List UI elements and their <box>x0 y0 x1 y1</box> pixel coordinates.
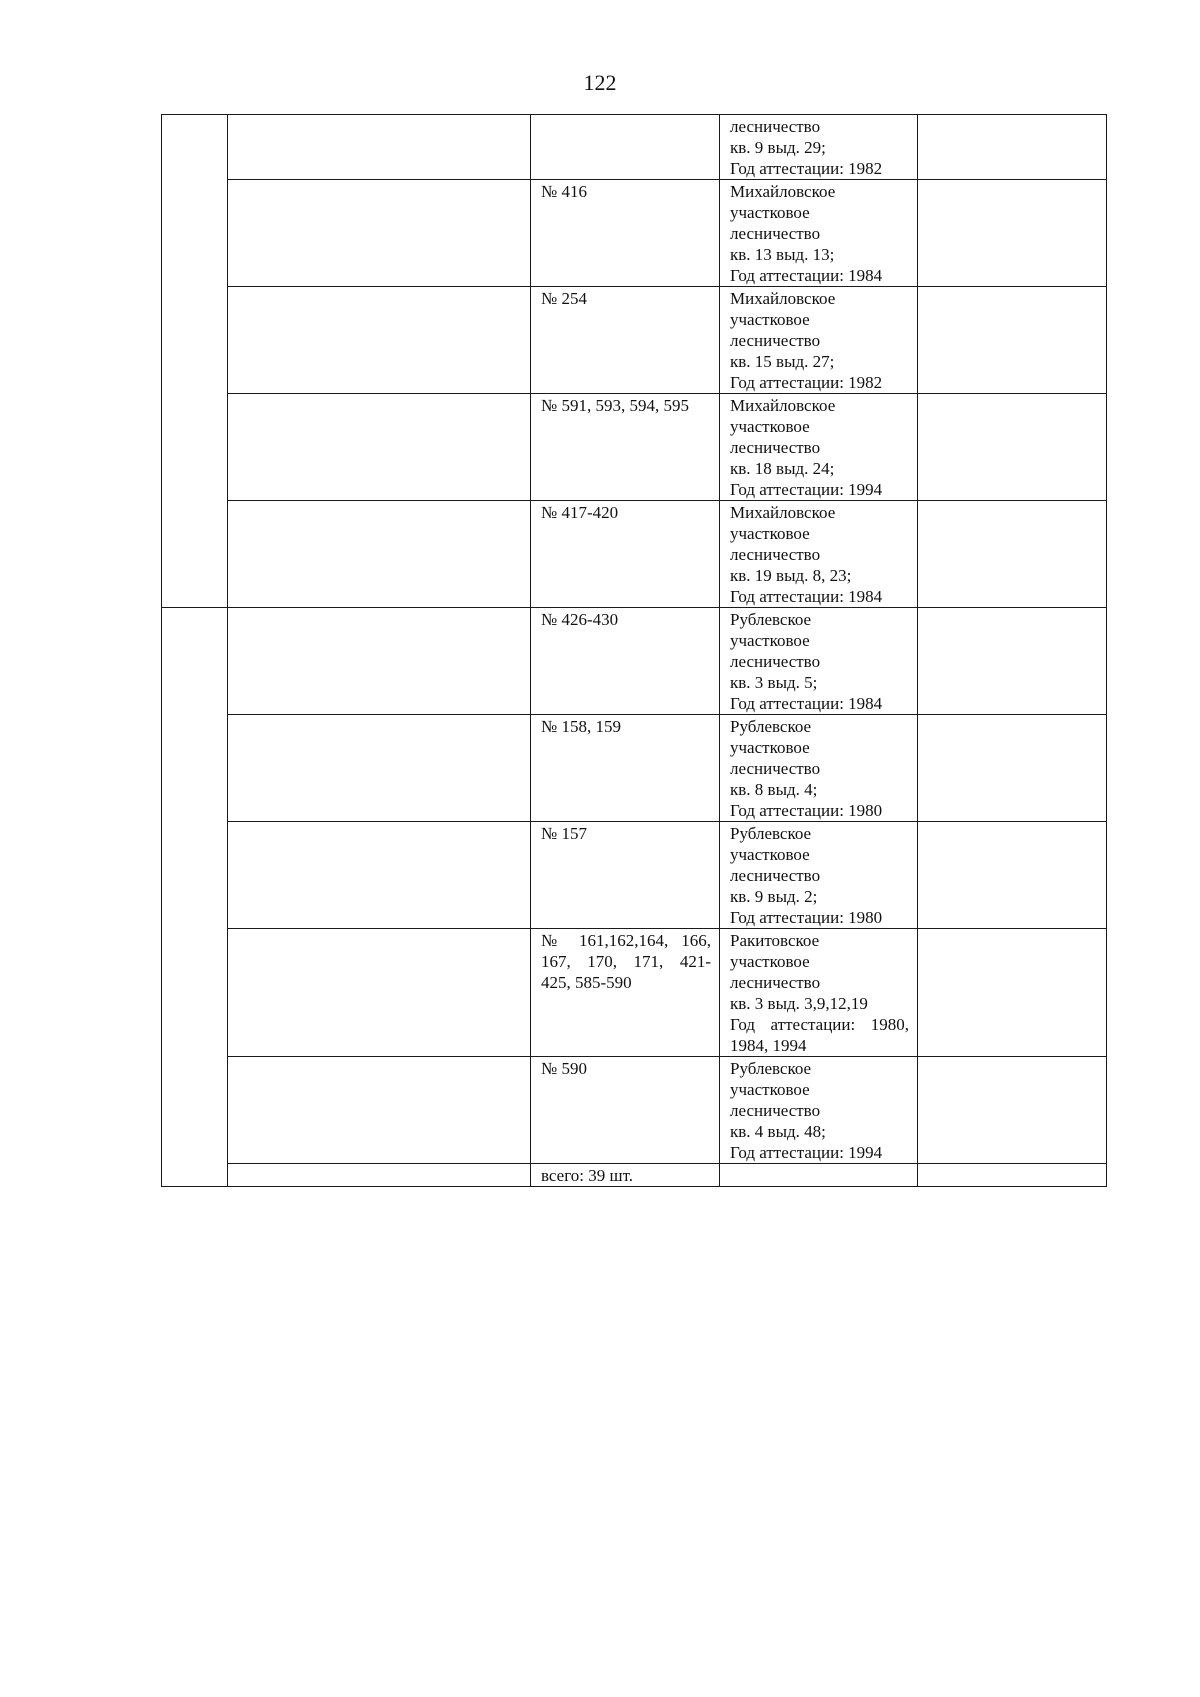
location-line: Год аттестации: 1982 <box>730 373 883 392</box>
name-cell <box>228 608 531 715</box>
name-cell <box>228 287 531 394</box>
monument-number-cell <box>531 929 720 1057</box>
location-line: Михайловское <box>730 289 836 308</box>
note-cell <box>918 715 1107 822</box>
note-cell <box>918 394 1107 501</box>
location-line: Рублевское <box>730 717 812 736</box>
table-row <box>162 501 1107 608</box>
location-line: Год аттестации: 1984 <box>730 587 883 606</box>
location-line: Год аттестации: 1980 <box>730 801 883 820</box>
name-cell <box>228 929 531 1057</box>
location-line: Рублевское <box>730 610 812 629</box>
location-line: Ракитовское <box>730 931 820 950</box>
location-line: Рублевское <box>730 824 812 843</box>
note-cell <box>918 608 1107 715</box>
location-line: лесничество <box>730 224 821 243</box>
monument-number-cell <box>531 1057 720 1164</box>
location-cell <box>720 287 918 394</box>
location-line: лесничество <box>730 117 821 136</box>
location-line: лесничество <box>730 759 821 778</box>
note-cell <box>918 1057 1107 1164</box>
location-line: кв. 9 выд. 29; <box>730 138 826 157</box>
location-line: Год аттестации: 1980, <box>730 1015 909 1034</box>
monument-number: № 426-430 <box>541 610 619 629</box>
monument-number-line: № 161,162,164, 166, <box>541 931 711 950</box>
group-index-cell <box>162 608 228 1187</box>
note-cell <box>918 287 1107 394</box>
note-cell <box>918 822 1107 929</box>
table-row <box>162 1057 1107 1164</box>
note-cell <box>918 929 1107 1057</box>
location-line: лесничество <box>730 973 821 992</box>
location-cell <box>720 929 918 1057</box>
location-line: участковое <box>730 845 810 864</box>
location-line: лесничество <box>730 1101 821 1120</box>
location-line: участковое <box>730 738 810 757</box>
location-line: участковое <box>730 203 810 222</box>
monument-number-cell <box>531 501 720 608</box>
note-cell <box>918 180 1107 287</box>
total-cell <box>531 1164 720 1187</box>
monument-number: № 591, 593, 594, 595 <box>541 396 689 415</box>
location-line: Михайловское <box>730 182 836 201</box>
location-line: кв. 15 выд. 27; <box>730 352 835 371</box>
note-cell <box>918 501 1107 608</box>
name-cell <box>228 1164 531 1187</box>
page-number: 122 <box>583 70 617 95</box>
location-line: участковое <box>730 310 810 329</box>
monument-number: № 417-420 <box>541 503 619 522</box>
location-line: Год аттестации: 1984 <box>730 266 883 285</box>
table-row <box>162 115 1107 180</box>
table-row <box>162 608 1107 715</box>
table-row <box>162 287 1107 394</box>
table-row <box>162 715 1107 822</box>
table-row <box>162 929 1107 1057</box>
location-cell <box>720 115 918 180</box>
location-line: Михайловское <box>730 503 836 522</box>
location-line: Год аттестации: 1980 <box>730 908 883 927</box>
table-row <box>162 394 1107 501</box>
location-cell <box>720 1057 918 1164</box>
table-row <box>162 180 1107 287</box>
location-line: лесничество <box>730 438 821 457</box>
name-cell <box>228 180 531 287</box>
name-cell <box>228 501 531 608</box>
monument-number: № 590 <box>541 1059 587 1078</box>
location-line: Год аттестации: 1994 <box>730 480 883 499</box>
location-line: кв. 8 выд. 4; <box>730 780 818 799</box>
note-cell <box>918 1164 1107 1187</box>
monument-number-cell <box>531 822 720 929</box>
monument-number-line: 425, 585-590 <box>541 973 632 992</box>
monument-number: № 158, 159 <box>541 717 621 736</box>
monument-number: № 157 <box>541 824 587 843</box>
location-line: Год аттестации: 1982 <box>730 159 883 178</box>
location-line: кв. 9 выд. 2; <box>730 887 818 906</box>
note-cell <box>918 115 1107 180</box>
location-line: кв. 4 выд. 48; <box>730 1122 826 1141</box>
location-line: лесничество <box>730 652 821 671</box>
location-line: кв. 3 выд. 5; <box>730 673 818 692</box>
total-row <box>162 1164 1107 1187</box>
monument-number-line: 167, 170, 171, 421- <box>541 952 711 971</box>
location-line: Рублевское <box>730 1059 812 1078</box>
location-cell <box>720 180 918 287</box>
location-line: участковое <box>730 952 810 971</box>
location-line: участковое <box>730 417 810 436</box>
location-line: кв. 19 выд. 8, 23; <box>730 566 852 585</box>
name-cell <box>228 115 531 180</box>
location-cell <box>720 394 918 501</box>
total-label: всего: 39 шт. <box>541 1166 633 1185</box>
name-cell <box>228 1057 531 1164</box>
group-index-cell <box>162 115 228 608</box>
location-line: участковое <box>730 524 810 543</box>
monument-number: № 254 <box>541 289 587 308</box>
name-cell <box>228 715 531 822</box>
name-cell <box>228 822 531 929</box>
location-cell <box>720 715 918 822</box>
location-line: лесничество <box>730 866 821 885</box>
table-row <box>162 822 1107 929</box>
location-cell <box>720 822 918 929</box>
monument-number-cell <box>531 180 720 287</box>
location-cell <box>720 1164 918 1187</box>
location-line: кв. 13 выд. 13; <box>730 245 835 264</box>
location-line: Год аттестации: 1994 <box>730 1143 883 1162</box>
location-line: кв. 18 выд. 24; <box>730 459 835 478</box>
monument-number-cell <box>531 608 720 715</box>
location-line: кв. 3 выд. 3,9,12,19 <box>730 994 868 1013</box>
location-line: участковое <box>730 631 810 650</box>
location-cell <box>720 501 918 608</box>
location-line: Михайловское <box>730 396 836 415</box>
monument-number-cell <box>531 715 720 822</box>
table-body <box>162 115 1107 1187</box>
monuments-table <box>161 114 1107 1187</box>
location-line: участковое <box>730 1080 810 1099</box>
location-line: лесничество <box>730 545 821 564</box>
location-cell <box>720 608 918 715</box>
location-line: Год аттестации: 1984 <box>730 694 883 713</box>
monument-number-cell <box>531 287 720 394</box>
monument-number-cell <box>531 394 720 501</box>
monument-number-cell <box>531 115 720 180</box>
location-line: лесничество <box>730 331 821 350</box>
location-line: 1984, 1994 <box>730 1036 807 1055</box>
name-cell <box>228 394 531 501</box>
monument-number: № 416 <box>541 182 587 201</box>
